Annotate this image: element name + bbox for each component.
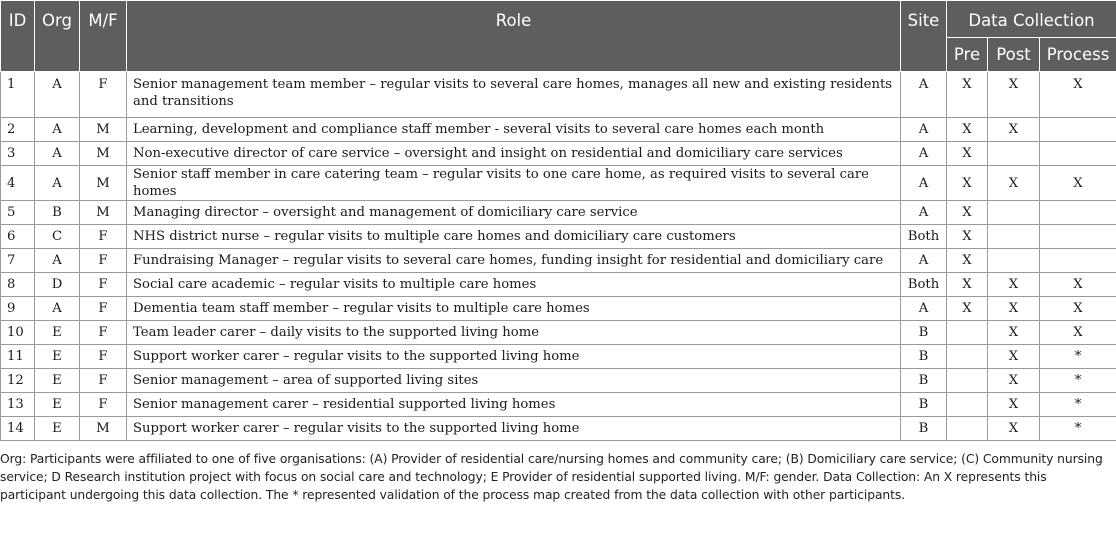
cell-org: D [35,273,80,297]
table-row [1,345,1116,369]
cell-site: B [901,321,947,345]
cell-pre [947,393,988,417]
cell-org: A [35,118,80,142]
header-mf: M/F [80,1,127,72]
cell-pre: X [947,249,988,273]
cell-pre [947,417,988,441]
cell-process [1040,249,1116,273]
cell-org: C [35,225,80,249]
cell-process: X [1040,273,1116,297]
cell-id: 4 [1,166,35,201]
cell-process: * [1040,393,1116,417]
cell-mf: F [80,225,127,249]
table-row [1,249,1116,273]
cell-id: 7 [1,249,35,273]
cell-org: A [35,72,80,118]
table-row [1,273,1116,297]
cell-org: A [35,249,80,273]
table-row [1,321,1116,345]
table-body [1,72,1116,441]
header-org: Org [35,1,80,72]
table-row [1,118,1116,142]
cell-site: A [901,249,947,273]
cell-role: NHS district nurse – regular visits to multiple care homes and domiciliary care customers [127,225,901,249]
cell-process: * [1040,345,1116,369]
cell-role: Dementia team staff member – regular visits to multiple care homes [127,297,901,321]
table-row [1,393,1116,417]
cell-post [988,142,1040,166]
cell-pre: X [947,142,988,166]
header-id: ID [1,1,35,72]
cell-role: Support worker carer – regular visits to the supported living home [127,417,901,441]
cell-id: 10 [1,321,35,345]
cell-process [1040,118,1116,142]
cell-mf: M [80,417,127,441]
cell-post: X [988,393,1040,417]
cell-process [1040,201,1116,225]
header-site: Site [901,1,947,72]
cell-site: Both [901,225,947,249]
cell-org: E [35,369,80,393]
cell-id: 14 [1,417,35,441]
table-row [1,225,1116,249]
table-row [1,142,1116,166]
cell-org: E [35,321,80,345]
cell-post: X [988,321,1040,345]
cell-site: A [901,297,947,321]
table-row [1,201,1116,225]
cell-site: A [901,72,947,118]
cell-post: X [988,417,1040,441]
cell-role: Non-executive director of care service – oversight and insight on residential and domiciliary care services [127,142,901,166]
cell-id: 3 [1,142,35,166]
cell-post: X [988,72,1040,118]
table-row [1,166,1116,201]
cell-process: * [1040,417,1116,441]
cell-role: Support worker carer – regular visits to the supported living home [127,345,901,369]
cell-site: B [901,345,947,369]
cell-post: X [988,118,1040,142]
cell-role: Managing director – oversight and management of domiciliary care service [127,201,901,225]
header-post: Post [988,38,1040,72]
header-process: Process [1040,38,1116,72]
cell-pre: X [947,201,988,225]
cell-role: Senior management – area of supported living sites [127,369,901,393]
cell-site: Both [901,273,947,297]
cell-process: X [1040,321,1116,345]
cell-mf: F [80,393,127,417]
cell-pre [947,369,988,393]
cell-mf: M [80,142,127,166]
cell-pre: X [947,166,988,201]
cell-id: 13 [1,393,35,417]
cell-post: X [988,369,1040,393]
cell-org: E [35,393,80,417]
cell-process: X [1040,72,1116,118]
cell-site: A [901,201,947,225]
cell-role: Learning, development and compliance staff member - several visits to several care homes each month [127,118,901,142]
cell-site: B [901,369,947,393]
cell-site: A [901,118,947,142]
cell-post: X [988,345,1040,369]
cell-mf: F [80,321,127,345]
table-row [1,369,1116,393]
cell-id: 12 [1,369,35,393]
cell-mf: F [80,297,127,321]
table-footnote: Org: Participants were affiliated to one of five organisations: (A) Provider of residential care/nursing homes and community care; (B) Domiciliary care service; (C) Community nursing service; D Research institution project with focus on social care and technology; E Provider of residential supported living. M/F: gender. Data Collection: An X represents this participant undergoing this data collection. The * represented validation of the process map created from the data collection with other participants. [0,452,1103,502]
cell-pre: X [947,118,988,142]
cell-post [988,249,1040,273]
header-data-collection: Data Collection [947,1,1116,38]
cell-mf: F [80,273,127,297]
cell-id: 5 [1,201,35,225]
cell-pre: X [947,297,988,321]
table-header [1,1,1116,72]
cell-id: 8 [1,273,35,297]
cell-mf: F [80,345,127,369]
cell-org: A [35,297,80,321]
cell-process: X [1040,297,1116,321]
cell-process: X [1040,166,1116,201]
cell-post: X [988,273,1040,297]
cell-post [988,225,1040,249]
cell-site: A [901,166,947,201]
cell-site: A [901,142,947,166]
cell-pre [947,321,988,345]
cell-org: E [35,345,80,369]
cell-role: Senior staff member in care catering team – regular visits to one care home, as required visits to several care homes [127,166,901,201]
cell-org: A [35,142,80,166]
cell-id: 11 [1,345,35,369]
cell-id: 1 [1,72,35,118]
cell-id: 6 [1,225,35,249]
cell-pre: X [947,273,988,297]
cell-id: 2 [1,118,35,142]
table-row [1,72,1116,118]
cell-post: X [988,297,1040,321]
cell-process [1040,225,1116,249]
cell-site: B [901,393,947,417]
cell-process: * [1040,369,1116,393]
cell-role: Social care academic – regular visits to multiple care homes [127,273,901,297]
cell-mf: M [80,201,127,225]
cell-pre [947,345,988,369]
table-row [1,417,1116,441]
cell-role: Senior management team member – regular visits to several care homes, manages all new and existing residents and transitions [127,72,901,118]
cell-mf: M [80,166,127,201]
cell-process [1040,142,1116,166]
cell-mf: F [80,369,127,393]
cell-post [988,201,1040,225]
cell-role: Team leader carer – daily visits to the supported living home [127,321,901,345]
cell-pre: X [947,225,988,249]
cell-role: Fundraising Manager – regular visits to several care homes, funding insight for residential and domiciliary care [127,249,901,273]
cell-org: E [35,417,80,441]
cell-site: B [901,417,947,441]
cell-org: B [35,201,80,225]
cell-org: A [35,166,80,201]
cell-mf: M [80,118,127,142]
cell-role: Senior management carer – residential supported living homes [127,393,901,417]
cell-mf: F [80,249,127,273]
header-pre: Pre [947,38,988,72]
table-row [1,297,1116,321]
cell-pre: X [947,72,988,118]
cell-mf: F [80,72,127,118]
cell-id: 9 [1,297,35,321]
header-role: Role [127,1,901,72]
cell-post: X [988,166,1040,201]
